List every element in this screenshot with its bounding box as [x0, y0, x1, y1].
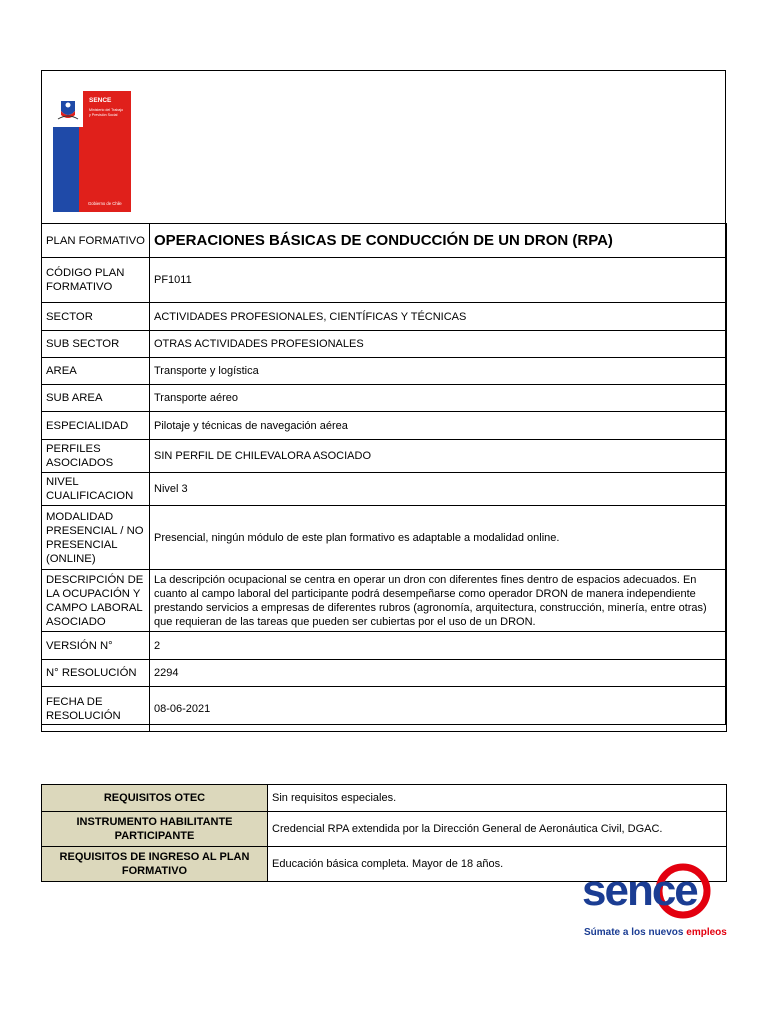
- label-resolucion: N° RESOLUCIÓN: [42, 660, 150, 687]
- table-row: [42, 506, 727, 570]
- label-fecha: FECHA DE RESOLUCIÓN: [42, 687, 150, 732]
- value-version: 2: [150, 632, 727, 660]
- label-instrumento: INSTRUMENTO HABILITANTE PARTICIPANTE: [42, 812, 268, 847]
- sence-government-logo: [53, 91, 131, 212]
- value-plan-formativo: OPERACIONES BÁSICAS DE CONDUCCIÓN DE UN DRON (RPA): [150, 224, 727, 258]
- value-ingreso: Educación básica completa. Mayor de 18 años.: [268, 847, 727, 882]
- table-row: [42, 385, 727, 412]
- label-version: VERSIÓN N°: [42, 632, 150, 660]
- value-instrumento: Credencial RPA extendida por la Dirección General de Aeronáutica Civil, DGAC.: [268, 812, 727, 847]
- value-sector: ACTIVIDADES PROFESIONALES, CIENTÍFICAS Y TÉCNICAS: [150, 303, 727, 331]
- brand-tagline-prefix: Súmate a los nuevos: [584, 927, 687, 938]
- label-especialidad: ESPECIALIDAD: [42, 412, 150, 440]
- table-row: [42, 812, 727, 847]
- brand-wordmark: sence: [582, 866, 697, 915]
- value-especialidad: Pilotaje y técnicas de navegación aérea: [150, 412, 727, 440]
- label-sub-area: SUB AREA: [42, 385, 150, 412]
- brand-tagline: [584, 927, 727, 938]
- value-fecha: 08-06-2021: [150, 687, 727, 732]
- table-row: [42, 570, 727, 632]
- brand-tagline-emphasis: empleos: [686, 927, 727, 938]
- value-descripcion: La descripción ocupacional se centra en operar un dron con diferentes fines dentro de espacios adecuados. En cuanto al campo laboral del participante podrá desempeñarse como operador DRON de manera independiente prestando servicios a empresas de diferentes rubros (agronomía, arquitectura, construcción, minería, entre otras) que requieran de las tareas que pueden ser cubiertas por el uso de un DRON.: [150, 570, 727, 632]
- table-row: [42, 412, 727, 440]
- value-codigo: PF1011: [150, 258, 727, 303]
- plan-info-table: [41, 223, 727, 732]
- value-perfiles: SIN PERFIL DE CHILEVALORA ASOCIADO: [150, 440, 727, 473]
- label-descripcion: DESCRIPCIÓN DE LA OCUPACIÓN Y CAMPO LABORAL ASOCIADO: [42, 570, 150, 632]
- table-row: [42, 632, 727, 660]
- sence-brand-logo: [580, 853, 727, 943]
- table-row: [42, 303, 727, 331]
- label-ingreso: REQUISITOS DE INGRESO AL PLAN FORMATIVO: [42, 847, 268, 882]
- table-row: [42, 258, 727, 303]
- label-requisitos-otec: REQUISITOS OTEC: [42, 785, 268, 812]
- table-row: [42, 660, 727, 687]
- value-requisitos-otec: Sin requisitos especiales.: [268, 785, 727, 812]
- label-nivel: NIVEL CUALIFICACION: [42, 473, 150, 506]
- label-plan-formativo: PLAN FORMATIVO: [42, 224, 150, 258]
- label-codigo: CÓDIGO PLAN FORMATIVO: [42, 258, 150, 303]
- value-area: Transporte y logística: [150, 358, 727, 385]
- logo-ministry-line1: Ministerio del Trabajo: [89, 108, 124, 112]
- table-row: [42, 473, 727, 506]
- value-sub-area: Transporte aéreo: [150, 385, 727, 412]
- label-modalidad: MODALIDAD PRESENCIAL / NO PRESENCIAL (ONLINE): [42, 506, 150, 570]
- label-perfiles: PERFILES ASOCIADOS: [42, 440, 150, 473]
- value-resolucion: 2294: [150, 660, 727, 687]
- table-row: [42, 224, 727, 258]
- table-row: [42, 785, 727, 812]
- logo-government: Gobierno de Chile: [88, 201, 122, 206]
- label-sector: SECTOR: [42, 303, 150, 331]
- table-row: [42, 358, 727, 385]
- table-row: [42, 331, 727, 358]
- logo-org-name: SENCE: [89, 97, 112, 104]
- label-sub-sector: SUB SECTOR: [42, 331, 150, 358]
- logo-ministry-line2: y Previsión Social: [89, 113, 118, 117]
- label-area: AREA: [42, 358, 150, 385]
- value-modalidad: Presencial, ningún módulo de este plan formativo es adaptable a modalidad online.: [150, 506, 727, 570]
- table-row: [42, 440, 727, 473]
- value-nivel: Nivel 3: [150, 473, 727, 506]
- table-row: [42, 687, 727, 732]
- value-sub-sector: OTRAS ACTIVIDADES PROFESIONALES: [150, 331, 727, 358]
